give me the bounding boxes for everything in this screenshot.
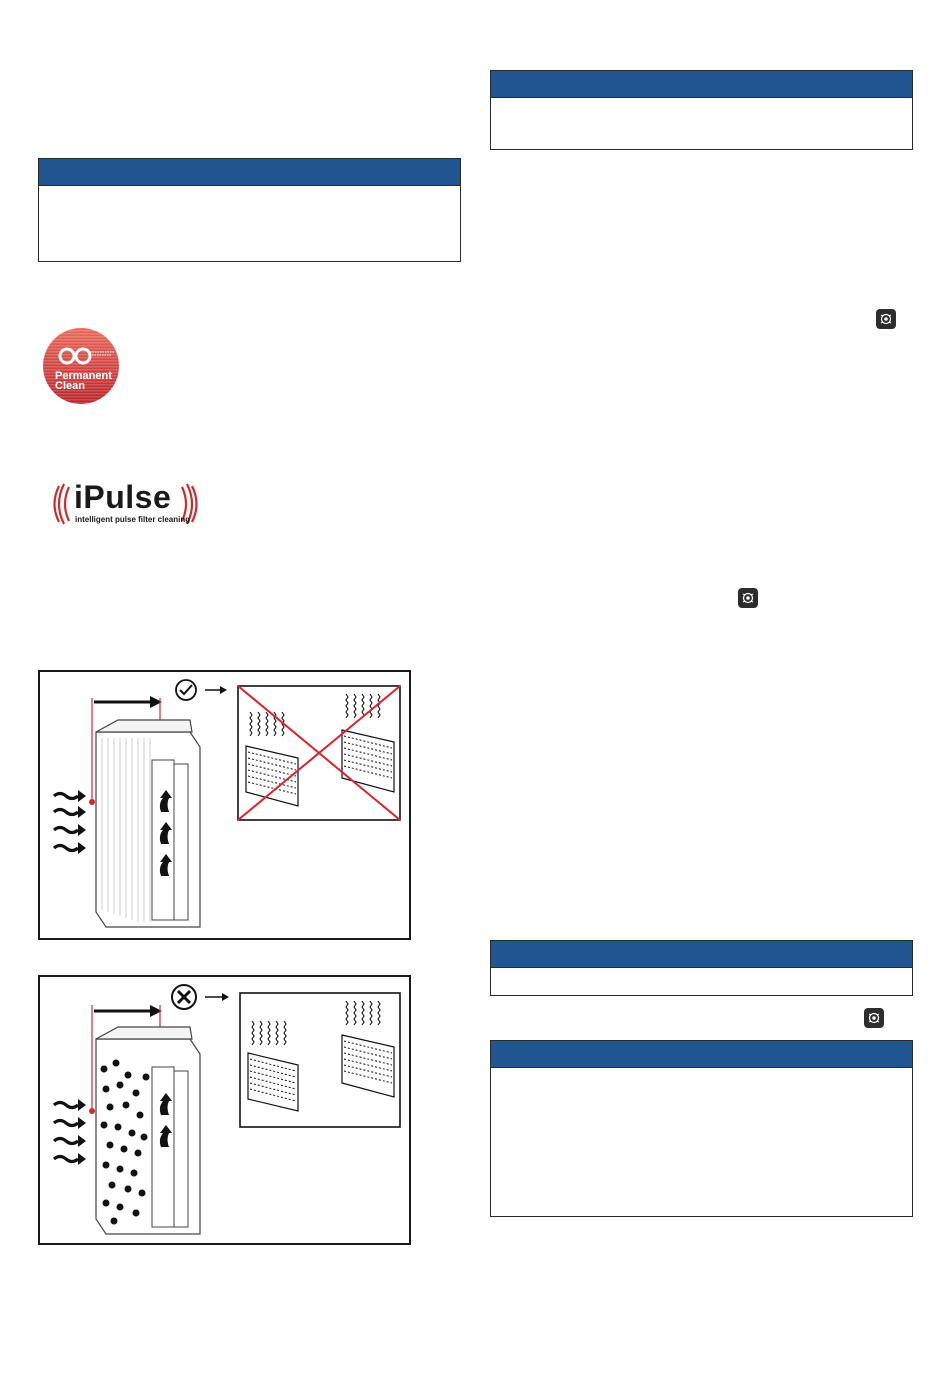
check-circle-icon [176, 680, 196, 700]
ipulse-title: iPulse [74, 479, 172, 515]
notice-box-right-top [490, 70, 913, 150]
ipulse-subtitle: intelligent pulse filter cleaning [75, 515, 191, 524]
filter-diagram-clean [40, 672, 409, 938]
figure-filter-incorrect [38, 975, 411, 1245]
filter-cleaning-icon [864, 1008, 884, 1028]
permanent-clean-line1: Permanent [55, 370, 112, 382]
notice-header-bar [39, 159, 460, 186]
filter-cleaning-icon [738, 588, 758, 608]
notice-box-right-bottom [490, 1040, 913, 1217]
notice-box-right-middle [490, 940, 913, 996]
notice-header-bar [491, 1041, 912, 1068]
figure-filter-correct [38, 670, 411, 940]
notice-header-bar [491, 941, 912, 968]
filter-cleaning-icon [876, 309, 896, 329]
permanent-clean-logo [42, 327, 120, 405]
permanent-clean-line2: Clean [55, 380, 85, 392]
cross-circle-icon [172, 985, 196, 1009]
notice-header-bar [491, 71, 912, 98]
filter-diagram-clogged [40, 977, 409, 1243]
notice-box-left [38, 158, 461, 262]
ipulse-logo [52, 478, 204, 530]
